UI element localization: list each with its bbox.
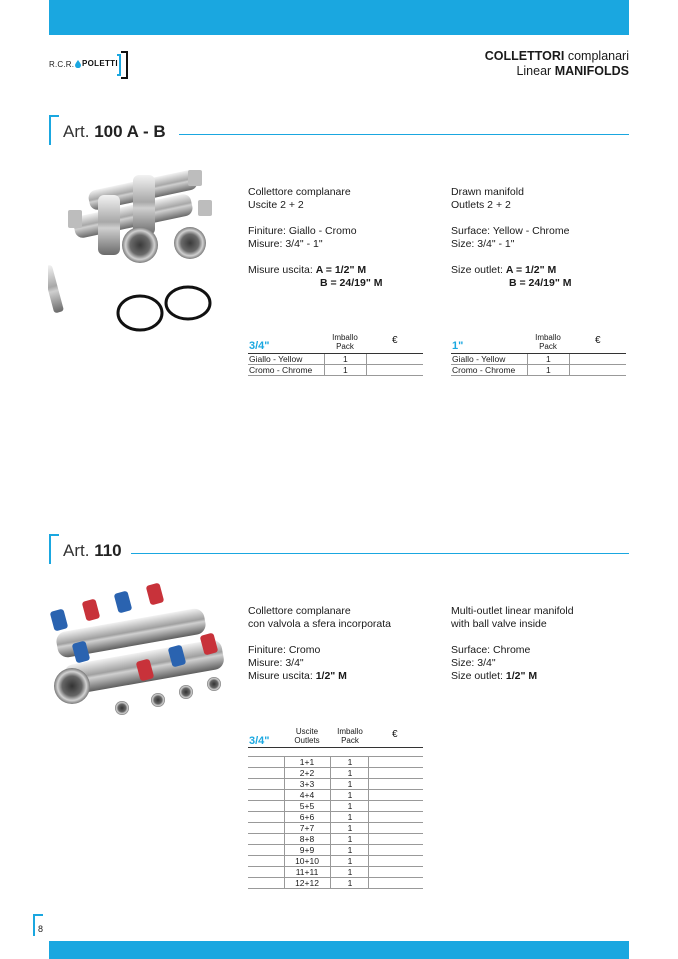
pack-cell: 1 <box>347 867 353 877</box>
desc-label: Size outlet: <box>451 264 506 276</box>
table-header <box>248 332 423 354</box>
brand-logo <box>49 51 129 79</box>
pack-cell: 1 <box>343 365 348 375</box>
brand-name: POLETTI <box>82 59 118 68</box>
title-en-rest: Linear <box>516 64 555 78</box>
pack-header-it: Imballo <box>337 727 363 736</box>
pack-header <box>527 333 569 351</box>
table-row <box>248 867 423 878</box>
outlets-cell: 2+2 <box>299 768 315 778</box>
desc-value: A = 1/2" M <box>505 264 557 276</box>
art-100-desc-en <box>451 186 571 303</box>
desc-label: Misure uscita: <box>248 264 316 276</box>
art-prefix: Art. <box>63 122 90 141</box>
water-drop-icon <box>75 60 81 68</box>
price-header: € <box>392 729 398 740</box>
desc-line: Collettore complanare <box>248 605 351 617</box>
title-it-rest: complanari <box>564 49 629 63</box>
desc-line: Multi-outlet linear manifold <box>451 605 574 617</box>
price-header: € <box>595 335 601 346</box>
finish-cell: Cromo - Chrome <box>249 365 313 375</box>
title-it-bold: COLLETTORI <box>484 49 565 63</box>
size-label: 3/4" <box>249 340 270 352</box>
table-row <box>451 365 626 376</box>
heading-rule <box>131 553 629 554</box>
desc-line: Collettore complanare <box>248 186 351 198</box>
outlets-cell: 10+10 <box>295 856 319 866</box>
pack-header <box>330 727 370 745</box>
pack-cell: 1 <box>347 801 353 811</box>
pack-cell: 1 <box>347 790 353 800</box>
table-row <box>248 801 423 812</box>
art-110-desc-it <box>248 605 391 696</box>
art-prefix: Art. <box>63 541 90 560</box>
outlets-header <box>284 727 330 745</box>
art-100-desc-it <box>248 186 382 303</box>
pack-cell: 1 <box>347 812 353 822</box>
desc-value: A = 1/2" M <box>315 264 367 276</box>
table-row <box>248 790 423 801</box>
outlets-header-en: Outlets <box>294 736 320 745</box>
art-100-table-34 <box>248 332 423 376</box>
outlets-cell: 7+7 <box>299 823 315 833</box>
logo-bracket <box>121 51 128 79</box>
table-header <box>248 726 423 748</box>
finish-cell: Giallo - Yellow <box>249 354 303 364</box>
desc-line: Surface: Yellow - Chrome <box>451 225 570 237</box>
finish-cell: Cromo - Chrome <box>452 365 516 375</box>
art-100-heading <box>49 115 629 145</box>
page-number: 8 <box>38 924 44 934</box>
desc-line: Misure: 3/4" - 1" <box>248 238 323 250</box>
desc-label: Misure uscita: <box>248 670 316 682</box>
heading-corner <box>49 115 59 145</box>
pack-header-it: Imballo <box>332 333 358 342</box>
table-row <box>248 812 423 823</box>
table-row <box>451 354 626 365</box>
title-en-bold: MANIFOLDS <box>554 64 629 78</box>
desc-line: Misure: 3/4" <box>248 657 304 669</box>
pack-cell: 1 <box>347 823 353 833</box>
outlets-cell: 12+12 <box>295 878 319 888</box>
art-110-label <box>63 541 126 561</box>
art-110-table <box>248 726 423 889</box>
art-110-desc-en <box>451 605 574 696</box>
outlets-cell: 5+5 <box>299 801 315 811</box>
pack-cell: 1 <box>347 757 353 767</box>
art-code: 100 A - B <box>94 122 166 141</box>
pack-cell: 1 <box>347 845 353 855</box>
desc-line: Finiture: Giallo - Cromo <box>248 225 357 237</box>
desc-label: Size outlet: <box>451 670 506 682</box>
desc-line: Size: 3/4" - 1" <box>451 238 515 250</box>
table-row <box>248 856 423 867</box>
section-title <box>485 49 629 79</box>
desc-value: B = 24/19" M <box>320 277 383 289</box>
manifold-100-image <box>48 165 228 337</box>
table-row <box>248 779 423 790</box>
table-row <box>248 768 423 779</box>
pack-header-en: Pack <box>341 736 359 745</box>
table-body <box>248 756 423 889</box>
desc-line: Drawn manifold <box>451 186 524 198</box>
size-label: 3/4" <box>249 735 270 747</box>
table-row <box>248 834 423 845</box>
pack-header-en: Pack <box>336 342 354 351</box>
art-110-heading <box>49 534 629 564</box>
desc-line: con valvola a sfera incorporata <box>248 618 391 630</box>
size-label: 1" <box>452 340 464 352</box>
pack-cell: 1 <box>343 354 348 364</box>
pack-cell: 1 <box>347 768 353 778</box>
top-accent-bar <box>49 0 629 35</box>
pack-cell: 1 <box>347 779 353 789</box>
desc-value: B = 24/19" M <box>509 277 572 289</box>
page-number-marker <box>33 914 43 936</box>
price-header: € <box>392 335 398 346</box>
outlets-cell: 8+8 <box>299 834 315 844</box>
art-100-label <box>63 122 170 142</box>
pack-cell: 1 <box>347 856 353 866</box>
pack-cell: 1 <box>546 354 551 364</box>
pack-header-en: Pack <box>539 342 557 351</box>
finish-cell: Giallo - Yellow <box>452 354 506 364</box>
outlets-cell: 9+9 <box>299 845 315 855</box>
bottom-accent-bar <box>49 941 629 959</box>
outlets-cell: 4+4 <box>299 790 315 800</box>
pack-header-it: Imballo <box>535 333 561 342</box>
manifold-110-image <box>46 580 232 720</box>
desc-value: 1/2" M <box>315 670 347 682</box>
outlets-cell: 3+3 <box>299 779 315 789</box>
table-row <box>248 878 423 889</box>
pack-header <box>324 333 366 351</box>
table-row <box>248 354 423 365</box>
pack-cell: 1 <box>546 365 551 375</box>
art-100-table-1 <box>451 332 626 376</box>
table-row <box>248 365 423 376</box>
art-code: 110 <box>94 541 122 560</box>
desc-line: Uscite 2 + 2 <box>248 199 304 211</box>
outlets-cell: 6+6 <box>299 812 315 822</box>
desc-line: Surface: Chrome <box>451 644 531 656</box>
heading-corner <box>49 534 59 564</box>
desc-line: Size: 3/4" <box>451 657 496 669</box>
desc-value: 1/2" M <box>505 670 538 682</box>
desc-line: Finiture: Cromo <box>248 644 321 656</box>
table-row <box>248 845 423 856</box>
pack-cell: 1 <box>347 878 353 888</box>
outlets-cell: 1+1 <box>299 757 315 767</box>
table-header <box>451 332 626 354</box>
outlets-cell: 11+11 <box>295 867 319 877</box>
pack-cell: 1 <box>347 834 353 844</box>
outlets-header-it: Uscite <box>295 727 319 736</box>
brand-prefix: R.C.R. <box>49 60 75 69</box>
heading-rule <box>179 134 629 135</box>
table-row <box>248 823 423 834</box>
desc-line: with ball valve inside <box>451 618 547 630</box>
desc-line: Outlets 2 + 2 <box>451 199 511 211</box>
table-row <box>248 757 423 768</box>
